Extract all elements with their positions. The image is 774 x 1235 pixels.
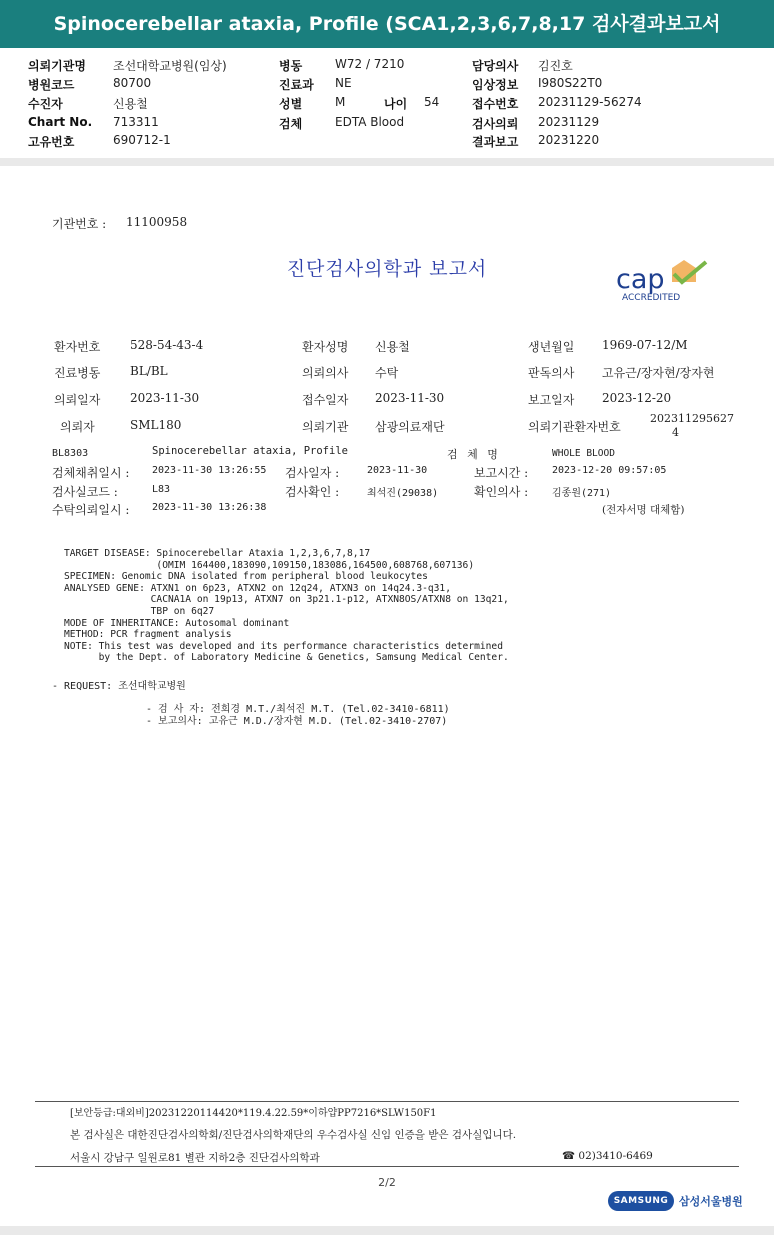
description-line: ANALYSED GENE: ATXN1 on 6p23, ATXN2 on 12q24, ATXN3 on 14q24.3-q31, bbox=[64, 582, 451, 594]
description-line: TBP on 6q27 bbox=[64, 605, 215, 617]
footer-bottom-rule bbox=[35, 1166, 739, 1167]
header-label: 담당의사 bbox=[472, 59, 519, 73]
header-value: W72 / 7210 bbox=[335, 57, 405, 71]
tester-contact: - 검 사 자: 전희경 M.T./최석진 M.T. (Tel.02-3410-6811) bbox=[146, 704, 450, 715]
info-label: 생년월일 bbox=[528, 340, 575, 354]
header-label: 의뢰기관명 bbox=[28, 59, 86, 73]
header-value: 20231220 bbox=[538, 133, 600, 147]
time-label: 수탁의뢰일시 : bbox=[52, 503, 130, 517]
request-institution: - REQUEST: 조선대학교병원 bbox=[52, 681, 186, 692]
header-value: 김진호 bbox=[538, 59, 573, 73]
info-value: 고유근/장자현/장자현 bbox=[602, 366, 715, 380]
info-value: 202311295627 bbox=[650, 412, 734, 425]
page-number: 2/2 bbox=[378, 1176, 396, 1189]
time-value: 최석진(29038) bbox=[367, 488, 439, 499]
header-value: 690712-1 bbox=[113, 133, 171, 147]
report-title: Spinocerebellar ataxia, Profile (SCA1,2,3,6,7,8,17 검사결과보고서 bbox=[0, 0, 774, 48]
time-label: 확인의사 : bbox=[474, 485, 529, 499]
reporter-contact: - 보고의사: 고유근 M.D./장자현 M.D. (Tel.02-3410-2707) bbox=[146, 716, 448, 727]
info-value: 2023-12-20 bbox=[602, 391, 672, 405]
specimen-label: 검 체 명 bbox=[447, 448, 501, 461]
header-value: EDTA Blood bbox=[335, 115, 405, 129]
hospital-name: 삼성서울병원 bbox=[679, 1195, 743, 1208]
header-label: 병원코드 bbox=[28, 78, 75, 92]
header-label: 성별 bbox=[279, 97, 303, 111]
inst-patient-no-cont: 4 bbox=[672, 426, 679, 439]
time-value: 2023-11-30 13:26:55 bbox=[152, 465, 267, 476]
certification-text: 본 검사실은 대한진단검사의학회/진단검사의학재단의 우수검사실 신임 인증을 받은 검사실입니다. bbox=[70, 1129, 517, 1141]
header-label: Chart No. bbox=[28, 115, 93, 129]
test-description bbox=[64, 548, 509, 664]
test-code: BL8303 bbox=[52, 448, 89, 459]
institution-number-label: 기관번호 : bbox=[52, 217, 107, 231]
info-value: 2023-11-30 bbox=[130, 391, 200, 405]
info-label: 의뢰기관 bbox=[302, 420, 349, 434]
test-name: Spinocerebellar ataxia, Profile bbox=[152, 445, 348, 457]
header-value: I980S22T0 bbox=[538, 76, 603, 90]
header-label: 진료과 bbox=[279, 78, 314, 92]
time-label: 검사실코드 : bbox=[52, 485, 118, 499]
age-label: 나이 bbox=[384, 97, 408, 111]
description-line: TARGET DISEASE: Spinocerebellar Ataxia 1,2,3,6,7,8,17 bbox=[64, 548, 371, 559]
description-line: CACNA1A on 19p13, ATXN7 on 3p21.1-p12, ATXN8OS/ATXN8 on 13q21, bbox=[64, 594, 509, 606]
info-label: 환자번호 bbox=[54, 340, 101, 354]
description-line: NOTE: This test was developed and its performance characteristics determined bbox=[64, 640, 503, 652]
time-value: 2023-11-30 bbox=[367, 465, 428, 476]
age-value: 54 bbox=[424, 95, 440, 109]
header-value: 신용철 bbox=[113, 97, 148, 111]
time-label: 검사일자 : bbox=[285, 466, 340, 480]
time-value: 2023-11-30 13:26:38 bbox=[152, 502, 267, 513]
footer-top-rule bbox=[35, 1101, 739, 1102]
info-label: 환자성명 bbox=[302, 340, 349, 354]
header-value: NE bbox=[335, 76, 352, 90]
info-label: 접수일자 bbox=[302, 393, 349, 407]
time-label: 검사확인 : bbox=[285, 485, 340, 499]
time-label: 보고시간 : bbox=[474, 466, 529, 480]
header-label: 병동 bbox=[279, 59, 303, 73]
description-line: by the Dept. of Laboratory Medicine & Genetics, Samsung Medical Center. bbox=[64, 652, 509, 664]
info-value: 삼광의료재단 bbox=[375, 420, 445, 434]
header-value: 조선대학교병원(임상) bbox=[113, 59, 227, 73]
description-line: METHOD: PCR fragment analysis bbox=[64, 629, 232, 641]
header-divider bbox=[0, 158, 774, 166]
header-value: 20231129 bbox=[538, 115, 600, 129]
time-value: L83 bbox=[152, 484, 171, 495]
header-value: M bbox=[335, 95, 346, 109]
electronic-signature-note: (전자서명 대체함) bbox=[602, 504, 685, 516]
cap-accredited-logo bbox=[614, 258, 714, 304]
time-label: 검체채취일시 : bbox=[52, 466, 130, 480]
info-label: 의뢰일자 bbox=[54, 393, 101, 407]
header-label: 수진자 bbox=[28, 97, 63, 111]
header-label: 고유번호 bbox=[28, 135, 75, 149]
info-value: BL/BL bbox=[130, 364, 168, 378]
institution-number: 11100958 bbox=[126, 215, 188, 229]
info-label: 의뢰자 bbox=[60, 420, 95, 434]
header-value: 713311 bbox=[113, 115, 159, 129]
info-value: 신용철 bbox=[375, 340, 410, 354]
security-line: [보안등급:대외비]20231220114420*119.4.22.59*이하얍PP7216*SLW150F1 bbox=[70, 1108, 437, 1119]
cap-accredited-text: ACCREDITED bbox=[622, 293, 681, 303]
lab-phone: ☎ 02)3410-6469 bbox=[562, 1150, 653, 1162]
header-label: 결과보고 bbox=[472, 135, 519, 149]
time-value: 김종원(271) bbox=[552, 488, 612, 499]
info-label: 진료병동 bbox=[54, 366, 101, 380]
specimen-name: WHOLE BLOOD bbox=[552, 448, 615, 459]
info-label: 판독의사 bbox=[528, 366, 575, 380]
info-label: 보고일자 bbox=[528, 393, 575, 407]
info-label: 의뢰의사 bbox=[302, 366, 349, 380]
description-line: MODE OF INHERITANCE: Autosomal dominant bbox=[64, 617, 290, 629]
header-value: 80700 bbox=[113, 76, 152, 90]
info-value: 2023-11-30 bbox=[375, 391, 445, 405]
page-bottom-strip bbox=[0, 1226, 774, 1235]
main-title: 진단검사의학과 보고서 bbox=[286, 258, 488, 280]
description-line: SPECIMEN: Genomic DNA isolated from peripheral blood leukocytes bbox=[64, 571, 428, 583]
info-label: 의뢰기관환자번호 bbox=[528, 420, 621, 434]
header-label: 접수번호 bbox=[472, 97, 519, 111]
time-value: 2023-12-20 09:57:05 bbox=[552, 465, 667, 476]
lab-address: 서울시 강남구 일원로81 별관 지하2층 진단검사의학과 bbox=[70, 1152, 320, 1164]
header-value: 20231129-56274 bbox=[538, 95, 642, 109]
description-line: (OMIM 164400,183090,109150,183086,164500,608768,607136) bbox=[64, 559, 475, 571]
header-label: 검사의뢰 bbox=[472, 117, 519, 131]
header-label: 검체 bbox=[279, 117, 303, 131]
info-value: 수탁 bbox=[375, 366, 399, 380]
samsung-logo: SAMSUNG bbox=[608, 1191, 674, 1211]
info-value: 1969-07-12/M bbox=[602, 338, 688, 352]
info-value: SML180 bbox=[130, 418, 182, 432]
info-value: 528-54-43-4 bbox=[130, 338, 204, 352]
header-label: 임상정보 bbox=[472, 78, 519, 92]
cap-logo-text: cap bbox=[616, 264, 665, 295]
